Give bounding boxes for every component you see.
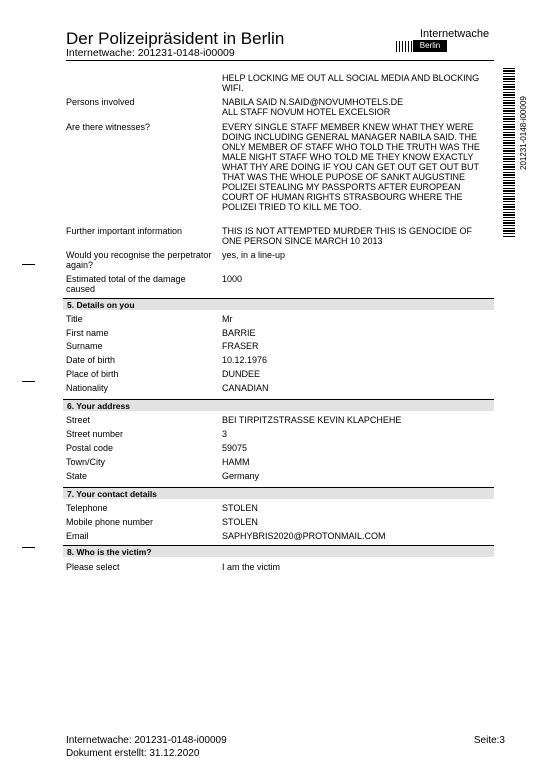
row-value: STOLEN — [222, 503, 258, 513]
row-value: yes, in a line-up — [222, 250, 286, 260]
margin-fold-mark — [22, 547, 35, 548]
row-value: CANADIAN — [222, 383, 269, 393]
row-label: Mobile phone number — [66, 517, 154, 527]
row-value: EVERY SINGLE STAFF MEMBER KNEW WHAT THEY WERE DOING INCLUDING GENERAL MANAGER NABILA SAID. THE ONLY MEMBER OF STAFF WHO TOLD THE TRUTH WAS THE MALE NIGHT STAFF WHO TOLD ME THEY KNOW EXACTLY WHAT THY ARE DOING IF YOU CAN GET OUT GET OUT BUT THAT WAS THE WHOLE PUPOSE OF SANKT AUGUSTINE POLIZEI STEALING MY PASSPORTS AFTER EUROPEAN COURT OF HUMAN RIGHTS STRASBOURG WHERE THE POLIZEI TRIED TO KILL ME TOO. — [222, 122, 480, 212]
row-label: Place of birth — [66, 369, 119, 379]
row-value: STOLEN — [222, 517, 258, 527]
logo-stripes-icon — [396, 41, 412, 52]
row-label: Street number — [66, 429, 124, 439]
logo-berlin-badge: Berlin — [413, 40, 447, 52]
section-heading: 6. Your address — [63, 399, 494, 411]
section-heading: 5. Details on you — [63, 298, 494, 310]
row-label: Are there witnesses? — [66, 122, 151, 132]
margin-fold-mark — [22, 264, 35, 265]
row-value: HAMM — [222, 457, 250, 467]
footer-created-date: Dokument erstellt: 31.12.2020 — [66, 748, 200, 759]
row-label: Persons involved — [66, 97, 135, 107]
row-label: Street — [66, 415, 91, 425]
row-label: Further important information — [66, 226, 183, 236]
row-label: First name — [66, 328, 109, 338]
row-value: THIS IS NOT ATTEMPTED MURDER THIS IS GENOCIDE OF ONE PERSON SINCE MARCH 10 2013 — [222, 226, 473, 246]
row-value: NABILA SAID N.SAID@NOVUMHOTELS.DE ALL STAFF NOVUM HOTEL EXCELSIOR — [222, 97, 404, 117]
row-label: Postal code — [66, 443, 114, 453]
page-number: Seite:3 — [473, 735, 505, 746]
row-value: FRASER — [222, 341, 259, 351]
margin-fold-mark — [22, 381, 35, 382]
footer-reference: Internetwache: 201231-0148-i00009 — [66, 735, 227, 746]
row-value: Germany — [222, 471, 260, 481]
row-label: Please select — [66, 562, 120, 572]
side-reference-code: 201231-0148-i00009 — [519, 96, 528, 170]
continuation-text: HELP LOCKING ME OUT ALL SOCIAL MEDIA AND BLOCKING WIFI. — [222, 73, 480, 93]
page-subtitle: Internetwache: 201231-0148-i00009 — [66, 47, 235, 59]
barcode-icon — [503, 68, 515, 238]
row-value: SAPHYBRIS2020@PROTONMAIL.COM — [222, 531, 386, 541]
row-label: Estimated total of the damage caused — [66, 274, 186, 294]
row-value: BEI TIRPITZSTRASSE KEVIN KLAPCHEHE — [222, 415, 402, 425]
row-label: State — [66, 471, 88, 481]
row-label: Town/City — [66, 457, 106, 467]
row-label: Surname — [66, 341, 103, 351]
row-value: 1000 — [222, 274, 243, 284]
row-label: Would you recognise the perpetrator again? — [66, 250, 212, 270]
section-heading: 8. Who is the victim? — [63, 545, 494, 557]
header-divider — [66, 60, 494, 61]
row-value: BARRIE — [222, 328, 256, 338]
row-label: Title — [66, 314, 83, 324]
row-value: I am the victim — [222, 562, 281, 572]
row-label: Nationality — [66, 383, 109, 393]
row-value: Mr — [222, 314, 233, 324]
row-value: 3 — [222, 429, 228, 439]
row-value: DUNDEE — [222, 369, 261, 379]
section-heading: 7. Your contact details — [63, 487, 494, 499]
row-value: 59075 — [222, 443, 248, 453]
row-label: Email — [66, 531, 89, 541]
logo-text: Internetwache — [420, 28, 490, 40]
page-title: Der Polizeipräsident in Berlin — [66, 29, 285, 48]
row-label: Telephone — [66, 503, 108, 513]
row-value: 10.12.1976 — [222, 355, 268, 365]
row-label: Date of birth — [66, 355, 116, 365]
